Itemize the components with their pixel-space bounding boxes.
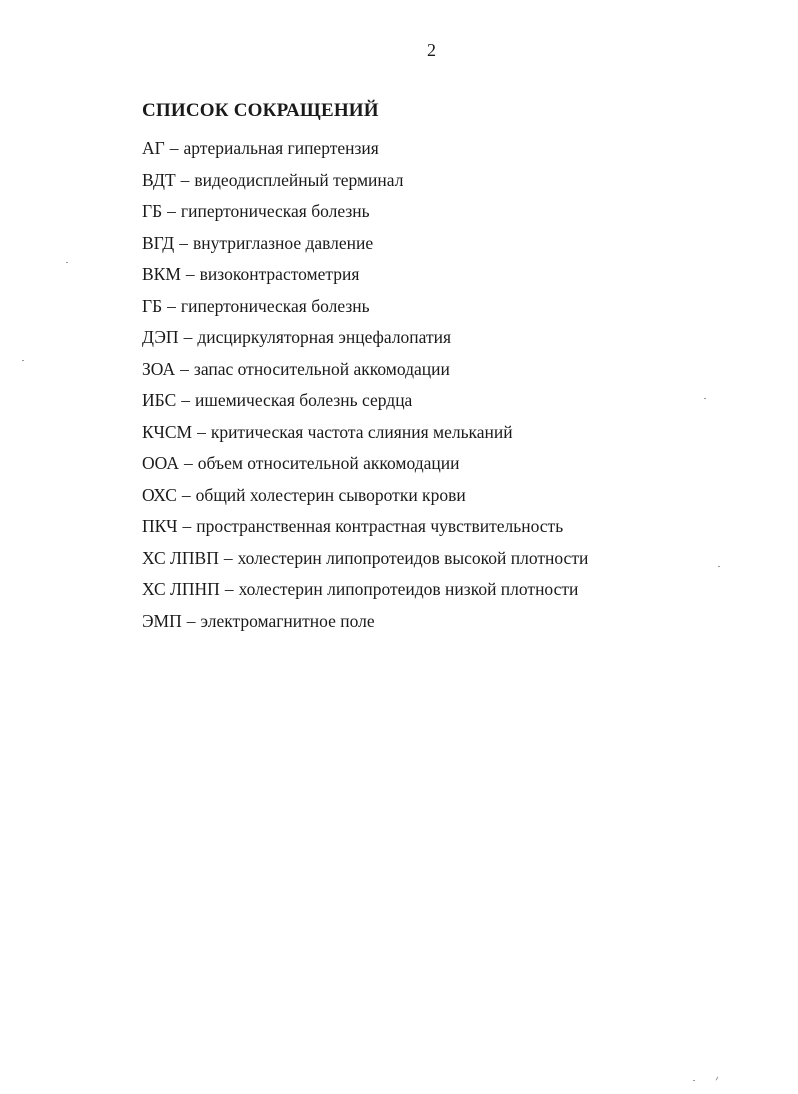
abbreviation-separator: – — [223, 547, 233, 568]
abbreviation-separator: – — [167, 295, 176, 316]
page-title: СПИСОК СОКРАЩЕНИЙ — [142, 100, 379, 121]
abbreviation-item — [142, 482, 762, 514]
abbreviation-term: ВКМ — [142, 264, 181, 284]
abbreviation-separator: – — [180, 169, 190, 190]
abbreviation-term: ООА — [142, 453, 180, 473]
abbreviation-definition: холестерин липопротеидов высокой плотности — [237, 547, 589, 568]
abbreviation-term: ЭМП — [142, 610, 182, 631]
scan-speck — [693, 1080, 695, 1081]
abbreviation-definition: объем относительной аккомодации — [197, 453, 460, 473]
scan-speck — [66, 262, 68, 263]
abbreviation-term: ХС ЛПВП — [142, 547, 219, 568]
abbreviation-separator: – — [186, 610, 196, 631]
abbreviation-item — [142, 576, 762, 608]
abbreviation-separator: – — [180, 358, 189, 379]
abbreviation-separator: – — [167, 201, 176, 221]
scan-speck — [716, 1077, 719, 1081]
abbreviation-item — [142, 324, 762, 356]
abbreviation-definition: пространственная контрастная чувствительность — [196, 516, 564, 536]
abbreviation-separator: – — [169, 138, 179, 158]
abbreviation-separator: – — [179, 232, 188, 253]
abbreviation-term: КЧСМ — [142, 421, 193, 442]
abbreviation-list — [142, 135, 762, 639]
abbreviation-term: ОХС — [142, 484, 177, 505]
abbreviation-term: ВГД — [142, 232, 175, 253]
page-number: 2 — [427, 40, 436, 60]
abbreviation-term: ВДТ — [142, 169, 176, 190]
abbreviation-item — [142, 419, 762, 451]
abbreviation-term: ХС ЛПНП — [142, 579, 220, 599]
abbreviation-separator: – — [197, 421, 206, 442]
abbreviation-definition: запас относительной аккомодации — [193, 358, 450, 379]
abbreviation-definition: гипертоническая болезнь — [180, 295, 370, 316]
abbreviation-separator: – — [185, 264, 195, 284]
abbreviation-item — [142, 293, 762, 325]
abbreviation-separator: – — [181, 390, 190, 410]
abbreviation-definition: ишемическая болезнь сердца — [195, 390, 413, 410]
scan-speck — [22, 360, 24, 361]
abbreviation-term: ГБ — [142, 201, 163, 221]
abbreviation-item — [142, 450, 762, 482]
abbreviation-definition: холестерин липопротеидов низкой плотности — [238, 579, 579, 599]
abbreviation-term: АГ — [142, 138, 165, 158]
abbreviation-item — [142, 261, 762, 293]
abbreviation-term: ГБ — [142, 295, 163, 316]
abbreviation-definition: электромагнитное поле — [200, 610, 375, 631]
scan-speck — [718, 566, 720, 567]
abbreviation-definition: гипертоническая болезнь — [180, 201, 370, 221]
abbreviation-item — [142, 230, 762, 262]
abbreviation-item — [142, 513, 762, 545]
abbreviation-item — [142, 545, 762, 577]
abbreviation-definition: общий холестерин сыворотки крови — [195, 484, 466, 505]
abbreviation-separator: – — [183, 327, 193, 347]
abbreviation-term: ПКЧ — [142, 516, 178, 536]
abbreviation-separator: – — [224, 579, 234, 599]
abbreviation-definition: видеодисплейный терминал — [194, 169, 404, 190]
abbreviation-separator: – — [184, 453, 193, 473]
abbreviation-definition: критическая частота слияния мельканий — [210, 421, 513, 442]
abbreviation-term: ДЭП — [142, 327, 179, 347]
abbreviation-item — [142, 135, 762, 167]
abbreviation-definition: артериальная гипертензия — [183, 138, 379, 158]
abbreviation-definition: внутриглазное давление — [192, 232, 374, 253]
abbreviation-definition: дисциркуляторная энцефалопатия — [197, 327, 452, 347]
abbreviation-item — [142, 198, 762, 230]
abbreviation-term: ИБС — [142, 390, 177, 410]
abbreviation-item — [142, 608, 762, 640]
abbreviation-definition: визоконтрастометрия — [199, 264, 360, 284]
abbreviation-item — [142, 167, 762, 199]
scan-speck — [704, 398, 706, 399]
abbreviation-separator: – — [182, 516, 192, 536]
abbreviation-item — [142, 387, 762, 419]
abbreviation-item — [142, 356, 762, 388]
abbreviation-separator: – — [181, 484, 191, 505]
abbreviation-term: ЗОА — [142, 358, 176, 379]
